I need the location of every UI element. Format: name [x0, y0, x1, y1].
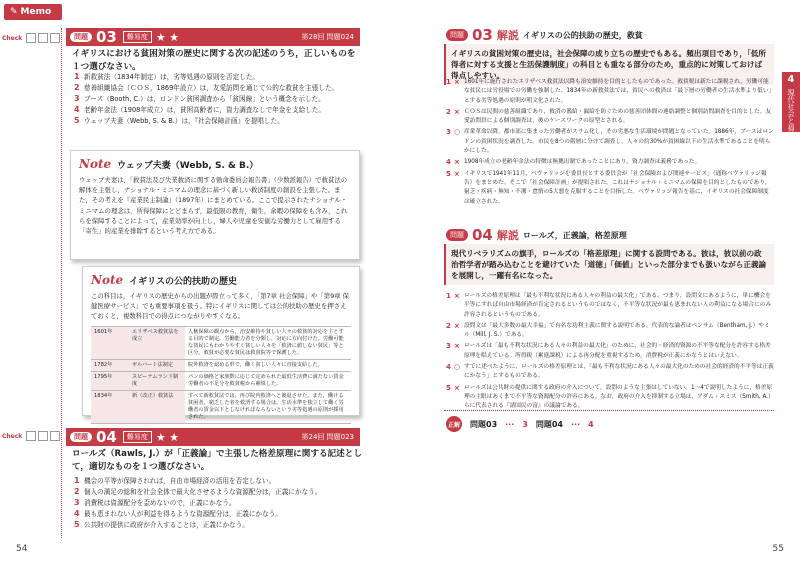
explanation-04-intro: 現代リベラリズムの旗手，ロールズの「格差原理」に関する設問である。彼は，彼以前の政治哲学者が踏み込むことを避けていた「道徳」「価値」といった部分までも扱いながら正義論を展開し，一躍有名になった。 — [444, 244, 774, 285]
checkbox[interactable] — [26, 33, 36, 43]
option-text: 産業革命以降，都市部に集まった労働者がスラム化し，その劣悪な生活環境が問題となっていた。1886年，ブースはロンドンの貧困状況を調査した。市民を8つの階層に分けて調査し，人々の約30%が貧困線以下の生活水準であることを明らかにした。 — [464, 129, 774, 155]
history-cell-desc: 院外救済を認める形で，働く貧しい人々に直接支給した。 — [185, 359, 351, 371]
note-title: イギリスの公的扶助の歴史 — [129, 276, 237, 287]
note-body: この科目は，イギリスの歴史からの出題が際立って多く，「第7章 社会保障」や「第9章 保健医療サービス」でも重要事項を扱う。特にイギリスに関しては公的扶助の歴史を押さえておくと，複数科目での得点につながりやすくなる。 — [91, 292, 349, 321]
chapter-label: 現代社会と福祉 — [787, 89, 795, 138]
note-tag: Note — [79, 157, 112, 171]
question-04-options — [74, 476, 362, 531]
question-number: 04 — [472, 226, 493, 244]
option-item — [446, 342, 774, 361]
option-number: 2 — [74, 487, 80, 496]
option-item — [446, 384, 774, 412]
option-number: 4 — [446, 363, 451, 372]
note-tag: Note — [91, 273, 124, 287]
question-04-header — [66, 428, 360, 446]
note-body: ウェッブ夫妻は，「救貧法及び失業救済に関する勅命委員会報告書」（少数派報告）で救貧法の解体を主張し，ナショナル・ミニマムの理念に基づく新しい救済制度の創設を主張した。また，その考えを『産業民主制論』（1897年）にまとめている。ここで提示されたナショナル・ミニマムの理念は，所得保障にとどまらず，最低限の教育，衛生，余暇の保障をも含み，これらを保障することによって，産業効率が向上し，婦人や児童を安価な労働力として雇用する「寄生」的産業を排除するという考え方である。 — [79, 176, 348, 236]
option-item — [446, 322, 774, 341]
question-label: 問題 — [70, 432, 92, 442]
option-number: 2 — [74, 83, 80, 92]
option-item — [74, 520, 362, 530]
chapter-number: 4 — [787, 74, 795, 85]
checkbox[interactable] — [38, 431, 48, 441]
judgement-mark: × — [454, 107, 460, 116]
history-cell-year: 1782年 — [91, 359, 129, 371]
question-number: 04 — [96, 428, 117, 446]
option-number: 1 — [74, 72, 80, 81]
option-text: 1908年成立の老齢年金法の特徴は無拠出制であったことにあり，資力調査は義務であった。 — [464, 159, 701, 166]
answer-04-label: 問題04 — [535, 419, 563, 429]
option-item — [74, 83, 362, 93]
option-number: 5 — [446, 383, 451, 392]
judgement-mark: × — [454, 321, 460, 330]
option-number: 1 — [446, 292, 451, 300]
option-number: 5 — [74, 116, 80, 125]
option-text: ロールズの格差原理は「最も不利な状況にある人々の利益の最大化」である。つまり，設問文にあるように，単に機会を平等にすれば自由市場経済が肯定されるというものではなく，不平等な状況が最も恵まれない人の利益になる場合にのみ許容されるというものである。 — [464, 293, 772, 318]
option-number: 3 — [74, 94, 80, 103]
question-04-text: ロールズ（Rawls, J.）が「正義論」で主張した格差原理に関する記述として，適切なものを１つ選びなさい。 — [72, 449, 362, 472]
history-cell-desc: すべて新救貧法では，再び院内救済へと後退させた。また，働ける貧困者，窮乏した者を救済する場合は，生活水準を独立して働く労働者の賃金以下としなければならないという劣等処遇の原則が採用された。 — [185, 390, 351, 423]
note-history — [82, 266, 360, 420]
question-number: 03 — [96, 28, 117, 46]
option-text: すでに述べたように，ロールズの格差原理とは，「最も不利な状況にある人々の最大化のための社会的経済的不平等は正義にかなう」とするものである。 — [464, 364, 774, 380]
difficulty-stars: ★ ★ — [155, 430, 180, 444]
option-item — [446, 108, 774, 127]
judgement-mark: × — [454, 78, 460, 86]
option-item — [446, 170, 774, 207]
difficulty-stars: ★ ★ — [155, 30, 180, 44]
checkbox[interactable] — [50, 431, 60, 441]
answer-03-label: 問題03 — [470, 419, 498, 429]
option-text: 個人の満足の総和を社会全体で最大化させるような資源配分は，正義にかなう。 — [84, 488, 322, 496]
option-text: ロールズは公共財の提供に関する政府の介入について，設問のような主張はしていない。1～4で説明したように，格差原理の主眼はあくまで不平等な資源配分の許容にある。なお，政府の介入を抑制する立場は，アダム・スミス（Smith, A.）らに代表される『諸国民の富』の議論である。 — [464, 384, 774, 410]
option-text: ウェッブ夫妻（Webb, S. & B.）は，『社会保障計画』を提唱した。 — [84, 117, 284, 125]
history-cell-desc: パンの価格と家族数に応じて定められた最低生活費に満たない賃金労働者の不足分を救貧税から補填した。 — [185, 371, 351, 390]
option-item — [74, 498, 362, 508]
option-item — [74, 94, 362, 104]
option-item — [74, 72, 362, 82]
option-item — [74, 476, 362, 486]
option-number: 2 — [446, 321, 451, 330]
explanation-topic: ロールズ，正義論，格差原理 — [522, 230, 627, 240]
option-text: 設問文は「最大多数の最大幸福」で有名な功利主義に関する説明である。代表的な論者はベンサム（Bentham, J.）やミル（Mill, J. S.）である。 — [464, 322, 770, 339]
option-item — [446, 292, 774, 320]
option-text: ロールズは「最も不利な状況にある人々の利益の最大化」のために，社会的・経済的資源の不平等な配分を許容する格差原理を唱えている。所得税（累進課税）による再分配を重視するため，消費税が正義にかなうとはいえない。 — [464, 343, 771, 359]
option-number: 1 — [446, 78, 451, 86]
history-cell-event: スピーナムランド制度 — [129, 371, 185, 390]
option-number: 4 — [74, 509, 80, 518]
option-number: 3 — [74, 498, 80, 507]
option-text: 機会の平等が保障されれば，自由市場経済の活用を否定しない。 — [84, 477, 276, 485]
difficulty-label: 難易度 — [123, 31, 152, 43]
history-row — [91, 359, 351, 371]
option-text: イギリスで1941年11月，ベヴァリッジを委員長とする委員会が「社会保険および関連サービス」（通称ベヴァリッジ報告）をまとめた。そこで「社会保障計画」が提唱された。これはナショナル・ミニマムの保障を目的としたものであり，窮乏・疾病・無知・不潔・怠惰の5大悪を克服することを目指した。ベヴァリッジ報告を基に，イギリスの社会保障制度は確立された。 — [464, 170, 771, 205]
memo-divider — [61, 28, 62, 538]
explanation-label: 解説 — [496, 29, 519, 42]
question-label: 問題 — [70, 32, 92, 42]
explanation-label: 解説 — [496, 229, 519, 242]
option-text: ブース（Booth, C.）は，ロンドン貧困調査から「貧困線」という概念を示した。 — [84, 95, 325, 103]
option-text: 公共財の提供に政府が介入することは，正義にかなう。 — [84, 521, 249, 529]
checkbox[interactable] — [50, 33, 60, 43]
explanation-03-answers — [446, 78, 774, 209]
question-source: 第28回 問題024 — [301, 33, 354, 41]
page-number: 55 — [772, 544, 784, 554]
note-title: ウェッブ夫妻（Webb, S. & B.） — [117, 160, 259, 171]
answer-summary: 正解 問題03 ··· 3 問題04 ··· 4 — [446, 416, 594, 432]
judgement-mark: × — [454, 158, 460, 167]
option-text: 最も恵まれない人が利益を得るような資源配分は，正義にかなう。 — [84, 510, 282, 518]
option-number: 2 — [446, 107, 451, 116]
history-row — [91, 390, 351, 423]
option-text: 消費税は資源配分を歪めないので，正義にかなう。 — [84, 499, 236, 507]
check-label: Check — [2, 34, 23, 42]
history-cell-year: 1834年 — [91, 390, 129, 423]
option-text: 新救貧法（1834年制定）は，劣等処遇の原則を否定した。 — [84, 73, 260, 81]
right-page — [400, 0, 800, 564]
option-number: 5 — [74, 520, 80, 529]
question-03-text: イギリスにおける貧困対策の歴史に関する次の記述のうち，正しいものを１つ選びなさい。 — [72, 49, 356, 72]
option-number: 1 — [74, 476, 80, 485]
question-label: 問題 — [446, 29, 468, 41]
option-number: 3 — [446, 128, 451, 137]
note-webb — [70, 150, 360, 260]
check-label: Check — [2, 432, 23, 440]
answer-03-value: 3 — [522, 419, 528, 429]
correct-answer-icon: 正解 — [446, 416, 462, 432]
option-item — [446, 158, 774, 167]
judgement-mark: × — [454, 292, 460, 300]
check-row-q04 — [2, 430, 60, 442]
history-table — [91, 326, 351, 424]
page-number: 54 — [16, 544, 28, 554]
judgement-mark: ○ — [454, 363, 461, 372]
option-item — [74, 487, 362, 497]
option-item — [446, 128, 774, 156]
explanation-04-header — [446, 226, 627, 244]
option-text: 老齢年金法（1908年成立）は，貧困高齢者に，資力調査なしで年金を支給した。 — [84, 106, 325, 114]
history-row — [91, 371, 351, 390]
history-cell-event: 新（改正）救貧法 — [129, 390, 185, 423]
history-cell-desc: 人権保障の観点から，治安維持や貧しい人々の救貧的対応を主とする目的で制定。労働能力者を分類し，対応に方向付けた。労働可能な貧民にもわかりやすく貧しい人々を「救済に値しない貧民」等と区分。救貧が必要な貧民は救貧院等で保護した。 — [185, 326, 351, 359]
explanation-topic: イギリスの公的扶助の歴史，救貧 — [522, 30, 643, 40]
history-cell-year: 1795年 — [91, 371, 129, 390]
option-item — [446, 78, 774, 106]
explanation-03-header — [446, 26, 643, 44]
option-item — [74, 509, 362, 519]
option-number: 4 — [446, 158, 451, 167]
history-cell-event: ギルバート法制定 — [129, 359, 185, 371]
explanation-04-answers — [446, 292, 774, 414]
check-row-q03 — [2, 32, 60, 44]
explanation-03-intro: イギリスの貧困対策の歴史は，社会保障の成り立ちの歴史でもある。頻出項目であり，「低所得者に対する支援と生活保護制度」の科目とも重なる部分のため，重点的に対策しておけば得点しやすい。 — [444, 44, 774, 85]
memo-tab: ✎ Memo — [4, 4, 62, 20]
checkbox[interactable] — [38, 33, 48, 43]
option-text: 1601年に施行されたエリザベス救貧法以降も治安維持を目的としたものであった。救貧税は新たに課税され，労働可能な貧民には労役場での労働を強制した。1834年の新救貧法では，貧民への救済は「最下層の労働者の生活水準より低い」とする劣等処遇の原則が明文化された。 — [464, 79, 772, 104]
history-cell-event: エリザベス救貧法を成立 — [129, 326, 185, 359]
option-number: 4 — [74, 105, 80, 114]
chapter-tab — [782, 72, 800, 138]
history-cell-year: 1601年 — [91, 326, 129, 359]
judgement-mark: × — [454, 342, 460, 351]
question-source: 第24回 問題023 — [301, 433, 354, 441]
judgement-mark: ○ — [454, 128, 461, 137]
difficulty-label: 難易度 — [123, 431, 152, 443]
question-03-options — [74, 72, 362, 127]
question-number: 03 — [472, 26, 493, 44]
option-number: 3 — [446, 342, 451, 351]
judgement-mark: × — [454, 169, 460, 178]
option-text: ＣＯＳは民間の慈善組織であり，救済の濫給・漏給を防ぐための慈善団体間の連絡調整と個別訪問調査を目的とした。友愛訪問員による個別調査は，後のケースワークの原型とされる。 — [464, 108, 772, 125]
option-item — [74, 116, 362, 126]
question-03-header — [66, 28, 360, 46]
judgement-mark: × — [454, 383, 460, 392]
option-text: 慈善組織協会（ＣＯＳ，1869年設立）は，友愛訪問を通じて公的な救貧を主張した。 — [84, 84, 339, 92]
option-item — [446, 363, 774, 382]
question-label: 問題 — [446, 229, 468, 241]
answer-04-value: 4 — [588, 419, 594, 429]
history-row — [91, 326, 351, 359]
divider — [444, 410, 774, 411]
option-item — [74, 105, 362, 115]
checkbox[interactable] — [26, 431, 36, 441]
option-number: 5 — [446, 169, 451, 178]
